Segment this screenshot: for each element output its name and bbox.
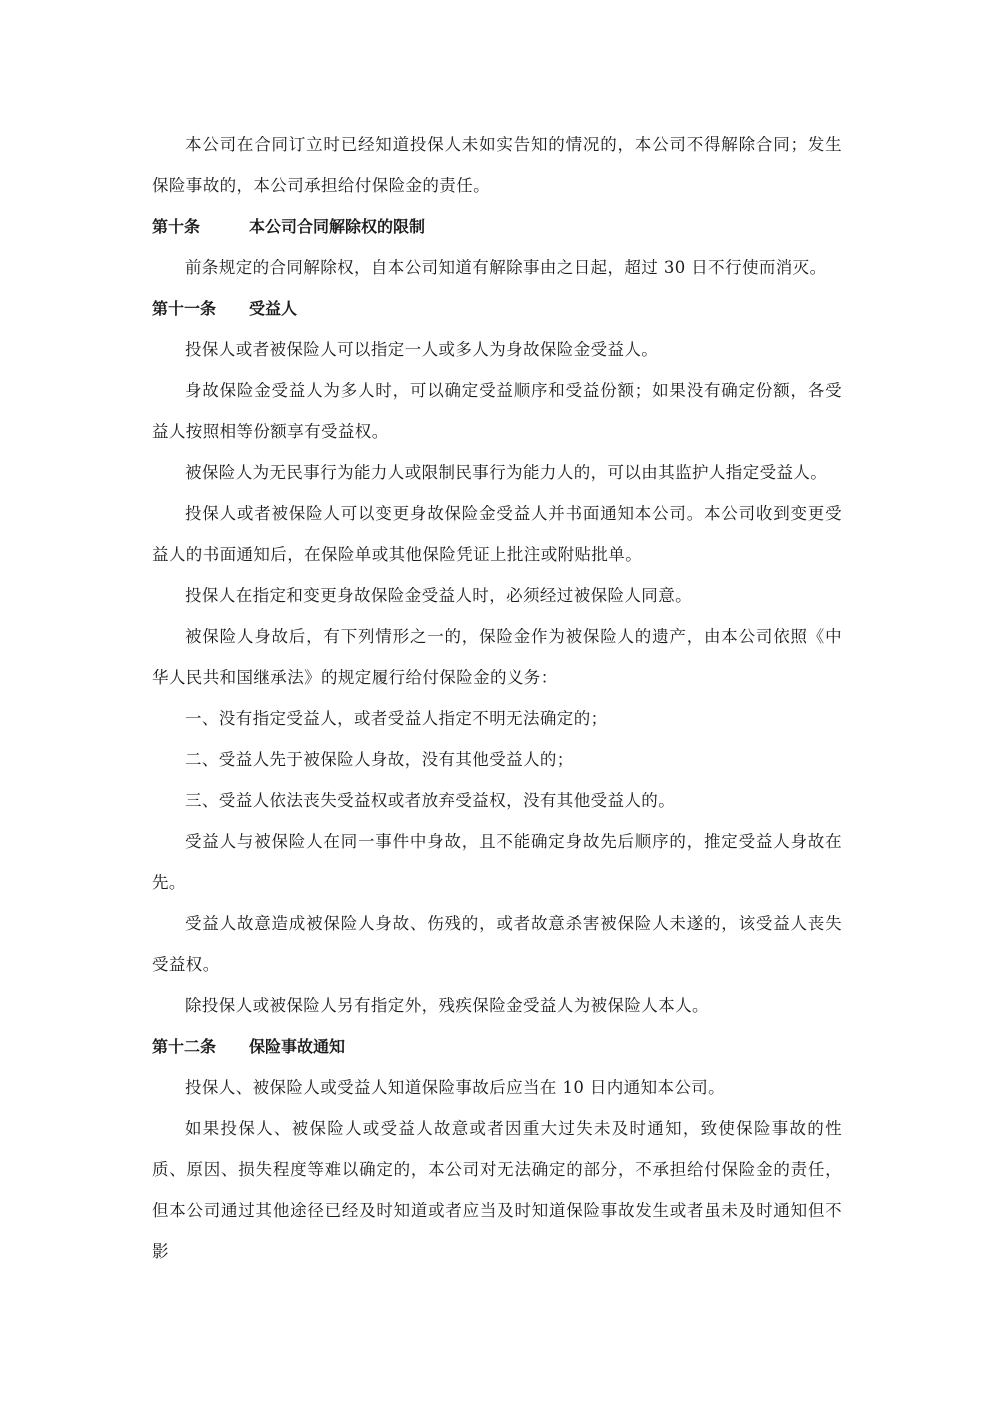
paragraph: 被保险人为无民事行为能力人或限制民事行为能力人的，可以由其监护人指定受益人。 [185,463,828,482]
article-number: 第十条 [152,217,201,236]
paragraph: 投保人或者被保险人可以指定一人或多人为身故保险金受益人。 [185,340,659,359]
paragraph: 受益人故意造成被保险人身故、伤残的，或者故意杀害被保险人未遂的，该受益人丧失受益权。 [152,914,842,974]
paragraph: 除投保人或被保险人另有指定外，残疾保险金受益人为被保险人本人。 [185,996,709,1015]
article-title: 保险事故通知 [249,1037,346,1056]
paragraph: 如果投保人、被保险人或受益人故意或者因重大过失未及时通知，致使保险事故的性质、原因、损失程度等难以确定的，本公司对无法确定的部分，不承担给付保险金的责任，但本公司通过其他途径已经及时知道或者应当及时知道保险事故发生或者虽未及时通知但不影 [152,1119,842,1261]
paragraph: 身故保险金受益人为多人时，可以确定受益顺序和受益份额；如果没有确定份额，各受益人按照相等份额享有受益权。 [152,381,842,441]
article-number: 第十二条 [152,1037,217,1056]
article-number: 第十一条 [152,299,217,318]
paragraph: 投保人或者被保险人可以变更身故保险金受益人并书面通知本公司。本公司收到变更受益人的书面通知后，在保险单或其他保险凭证上批注或附贴批单。 [152,504,842,564]
paragraph: 投保人、被保险人或受益人知道保险事故后应当在 10 日内通知本公司。 [185,1078,726,1097]
article-title: 本公司合同解除权的限制 [249,217,426,236]
paragraph: 本公司在合同订立时已经知道投保人未如实告知的情况的，本公司不得解除合同；发生保险事故的，本公司承担给付保险金的责任。 [152,135,842,195]
article-heading [152,1026,842,1067]
list-item: 二、受益人先于被保险人身故，没有其他受益人的； [185,750,574,769]
list-item: 一、没有指定受益人，或者受益人指定不明无法确定的； [185,709,608,728]
paragraph: 被保险人身故后，有下列情形之一的，保险金作为被保险人的遗产，由本公司依照《中华人民共和国继承法》的规定履行给付保险金的义务： [152,627,842,687]
article-heading [152,206,842,247]
article-heading [152,288,842,329]
paragraph: 受益人与被保险人在同一事件中身故，且不能确定身故先后顺序的，推定受益人身故在先。 [152,832,842,892]
document-page [152,124,842,1272]
paragraph: 投保人在指定和变更身故保险金受益人时，必须经过被保险人同意。 [185,586,692,605]
paragraph: 前条规定的合同解除权，自本公司知道有解除事由之日起，超过 30 日不行使而消灭。 [185,258,827,277]
list-item: 三、受益人依法丧失受益权或者放弃受益权，没有其他受益人的。 [185,791,676,810]
article-title: 受益人 [249,299,298,318]
